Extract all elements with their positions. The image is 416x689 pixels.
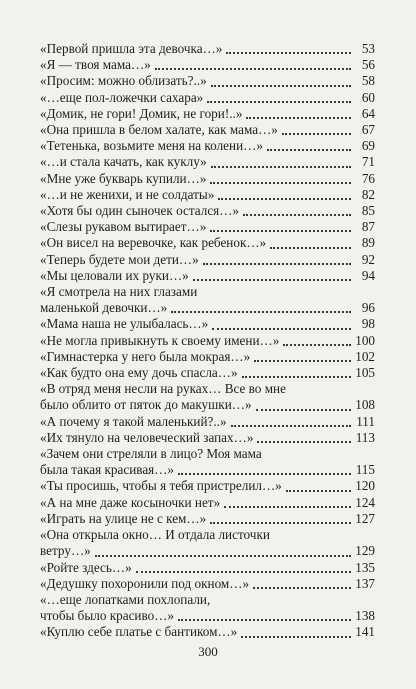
dot-leader [246,116,351,119]
dot-leader [231,424,351,427]
toc-entry-page: 60 [361,89,375,105]
toc-entry [40,365,375,381]
dot-leader [241,635,351,638]
toc-entry-title: «Ройте здесь…» [40,559,132,575]
toc-entry [40,187,375,203]
dot-leader [257,440,351,443]
toc-entry-page: 141 [355,624,375,640]
dot-leader [253,586,351,589]
toc-entry-page: 71 [361,154,375,170]
toc-entry-title-line: маленькой девочки…» [40,300,168,316]
toc-entry [40,73,375,89]
toc-entry [40,90,375,106]
dot-leader [218,197,351,200]
toc-entry-page: 94 [361,267,375,283]
toc-entry-title: «Домик, не гори! Домик, не гори!..» [40,105,243,121]
toc-entry-title: «Тетенька, возьмите меня на колени…» [40,138,263,154]
toc-entry-page: 120 [355,478,375,494]
dot-leader [243,213,351,216]
toc-entry-page: 108 [355,397,375,413]
toc-entry [40,171,375,187]
dot-leader [136,570,351,573]
toc-entry [40,57,375,73]
toc-entry-page: 76 [361,170,375,186]
toc-entry-title: «А почему я такой маленький?..» [40,413,227,429]
toc-entry [40,333,375,349]
toc-entry [40,316,375,332]
toc-entry-title-line: «Я смотрела на них глазами [40,284,198,300]
dot-leader [256,408,351,411]
toc-entry [40,527,375,559]
toc-entry-title: «Гимнастерка у него была мокрая…» [40,348,251,364]
dot-leader [207,100,351,103]
toc-entry-page: 58 [361,73,375,89]
toc-entry-page: 111 [356,413,375,429]
toc-entry-page: 127 [355,510,375,526]
toc-entry [40,41,375,57]
toc-entry-title: «…и не женихи, и не солдаты» [40,186,215,202]
toc-entry [40,478,375,494]
dot-leader [171,310,351,313]
toc-entry [40,349,375,365]
toc-entry-title-line: «…еще лопатками похлопали, [40,591,211,607]
toc-entry [40,414,375,430]
toc-entry-page: 64 [361,105,375,121]
dot-leader [282,132,351,135]
toc-entry [40,219,375,235]
toc-entry-title: «Играть на улице не с кем…» [40,510,207,526]
dot-leader [210,521,351,524]
toc-entry-title: «Первой пришла эта девочка…» [40,41,223,56]
toc-entry-title-line: «Зачем они стреляли в лицо? Моя мама [40,446,262,462]
toc-entry-title: «Он висел на веревочке, как ребенок…» [40,235,267,251]
toc-entry-page: 135 [355,559,375,575]
toc-entry-page: 98 [361,316,375,332]
toc-entry-title: «Я — твоя мама…» [40,57,151,73]
dot-leader [95,554,351,557]
toc-entry-title-line: «В отряд меня несли на руках… Все во мне [40,381,286,397]
toc-entry-title: «Куплю себе платье с бантиком…» [40,624,238,640]
toc-entry [40,430,375,446]
dot-leader [267,148,351,151]
toc-entry [40,560,375,576]
toc-entry [40,106,375,122]
dot-leader [242,375,351,378]
toc-entry-page: 85 [361,203,375,219]
toc-entry [40,446,375,478]
dot-leader [193,278,351,281]
toc-entry-page: 96 [361,300,375,316]
toc-entry-title: «Слезы рукавом вытирает…» [40,219,207,235]
toc-entry-page: 87 [361,219,375,235]
page-number: 300 [198,644,218,659]
toc-entry-title: «Теперь будете мои дети…» [40,251,199,267]
dot-leader [224,505,351,508]
toc-entry [40,511,375,527]
toc-entry-title: «Дедушку похоронили под окном…» [40,575,250,591]
toc-entry-page: 56 [361,57,375,73]
toc-entry-page: 105 [355,365,375,381]
toc-entry-title-line: ветру…» [40,543,91,559]
toc-entry [40,624,375,640]
toc-entry-page: 53 [361,41,375,56]
toc-entry-page: 137 [355,575,375,591]
toc-entry-title-line: «Она открыла окно… И отдала листочки [40,527,270,543]
dot-leader [178,472,351,475]
toc-entry [40,495,375,511]
toc-entry-page: 100 [355,332,375,348]
toc-entry-title: «Просим: можно облизать?..» [40,73,207,89]
toc-entry-title: «А на мне даже косыночки нет» [40,494,221,510]
toc-entry-title: «…и стала качать, как куклу» [40,154,207,170]
toc-entry [40,122,375,138]
toc-entry-page: 129 [355,543,375,559]
dot-leader [178,618,351,621]
dot-leader [155,67,351,70]
dot-leader [270,246,351,249]
toc-entry-page: 115 [355,462,375,478]
dot-leader [283,343,351,346]
toc-entry-title: «Мы целовали их руки…» [40,267,189,283]
dot-leader [254,359,351,362]
toc-entry-title-line: было облито от пяток до макушки…» [40,397,252,413]
dot-leader [210,181,351,184]
toc-entry-page: 82 [361,186,375,202]
toc-entry-title: «Не могла привыкнуть к своему имени…» [40,332,280,348]
toc-entry-title-line: была такая красивая…» [40,462,175,478]
toc-entry [40,235,375,251]
dot-leader [203,262,351,265]
toc-entry-page: 67 [361,122,375,138]
toc-entry [40,284,375,316]
toc-entry [40,138,375,154]
toc-entry-page: 102 [355,348,375,364]
dot-leader [211,165,351,168]
toc-entry-page: 113 [355,429,375,445]
toc-entry-page: 69 [361,138,375,154]
toc-entry [40,154,375,170]
toc-entry [40,252,375,268]
dot-leader [210,229,351,232]
toc-entry [40,203,375,219]
toc-entry-title: «Хотя бы один сыночек остался…» [40,203,240,219]
toc-entry [40,576,375,592]
toc-entry-page: 92 [361,251,375,267]
toc-entry-page: 138 [355,608,375,624]
toc-entry-title: «…еще пол-ложечки сахара» [40,89,204,105]
toc-entry-title: «Мама наша не улыбалась…» [40,316,209,332]
toc-entry [40,381,375,413]
toc-entry [40,268,375,284]
toc-entry-title-line: чтобы было красиво…» [40,608,174,624]
dot-leader [226,51,351,54]
table-of-contents [40,41,375,641]
toc-entry-page: 89 [361,235,375,251]
toc-entry-page: 124 [355,494,375,510]
toc-entry-title: «Ты просишь, чтобы я тебя пристрелил…» [40,478,282,494]
toc-entry-title: «Она пришла в белом халате, как мама…» [40,122,278,138]
toc-entry [40,592,375,624]
toc-entry-title: «Мне уже букварь купили…» [40,170,207,186]
toc-entry-title: «Их тянуло на человеческий запах…» [40,429,254,445]
dot-leader [286,489,351,492]
toc-entry-title: «Как будто она ему дочь спасла…» [40,365,238,381]
dot-leader [211,84,351,87]
dot-leader [212,327,351,330]
